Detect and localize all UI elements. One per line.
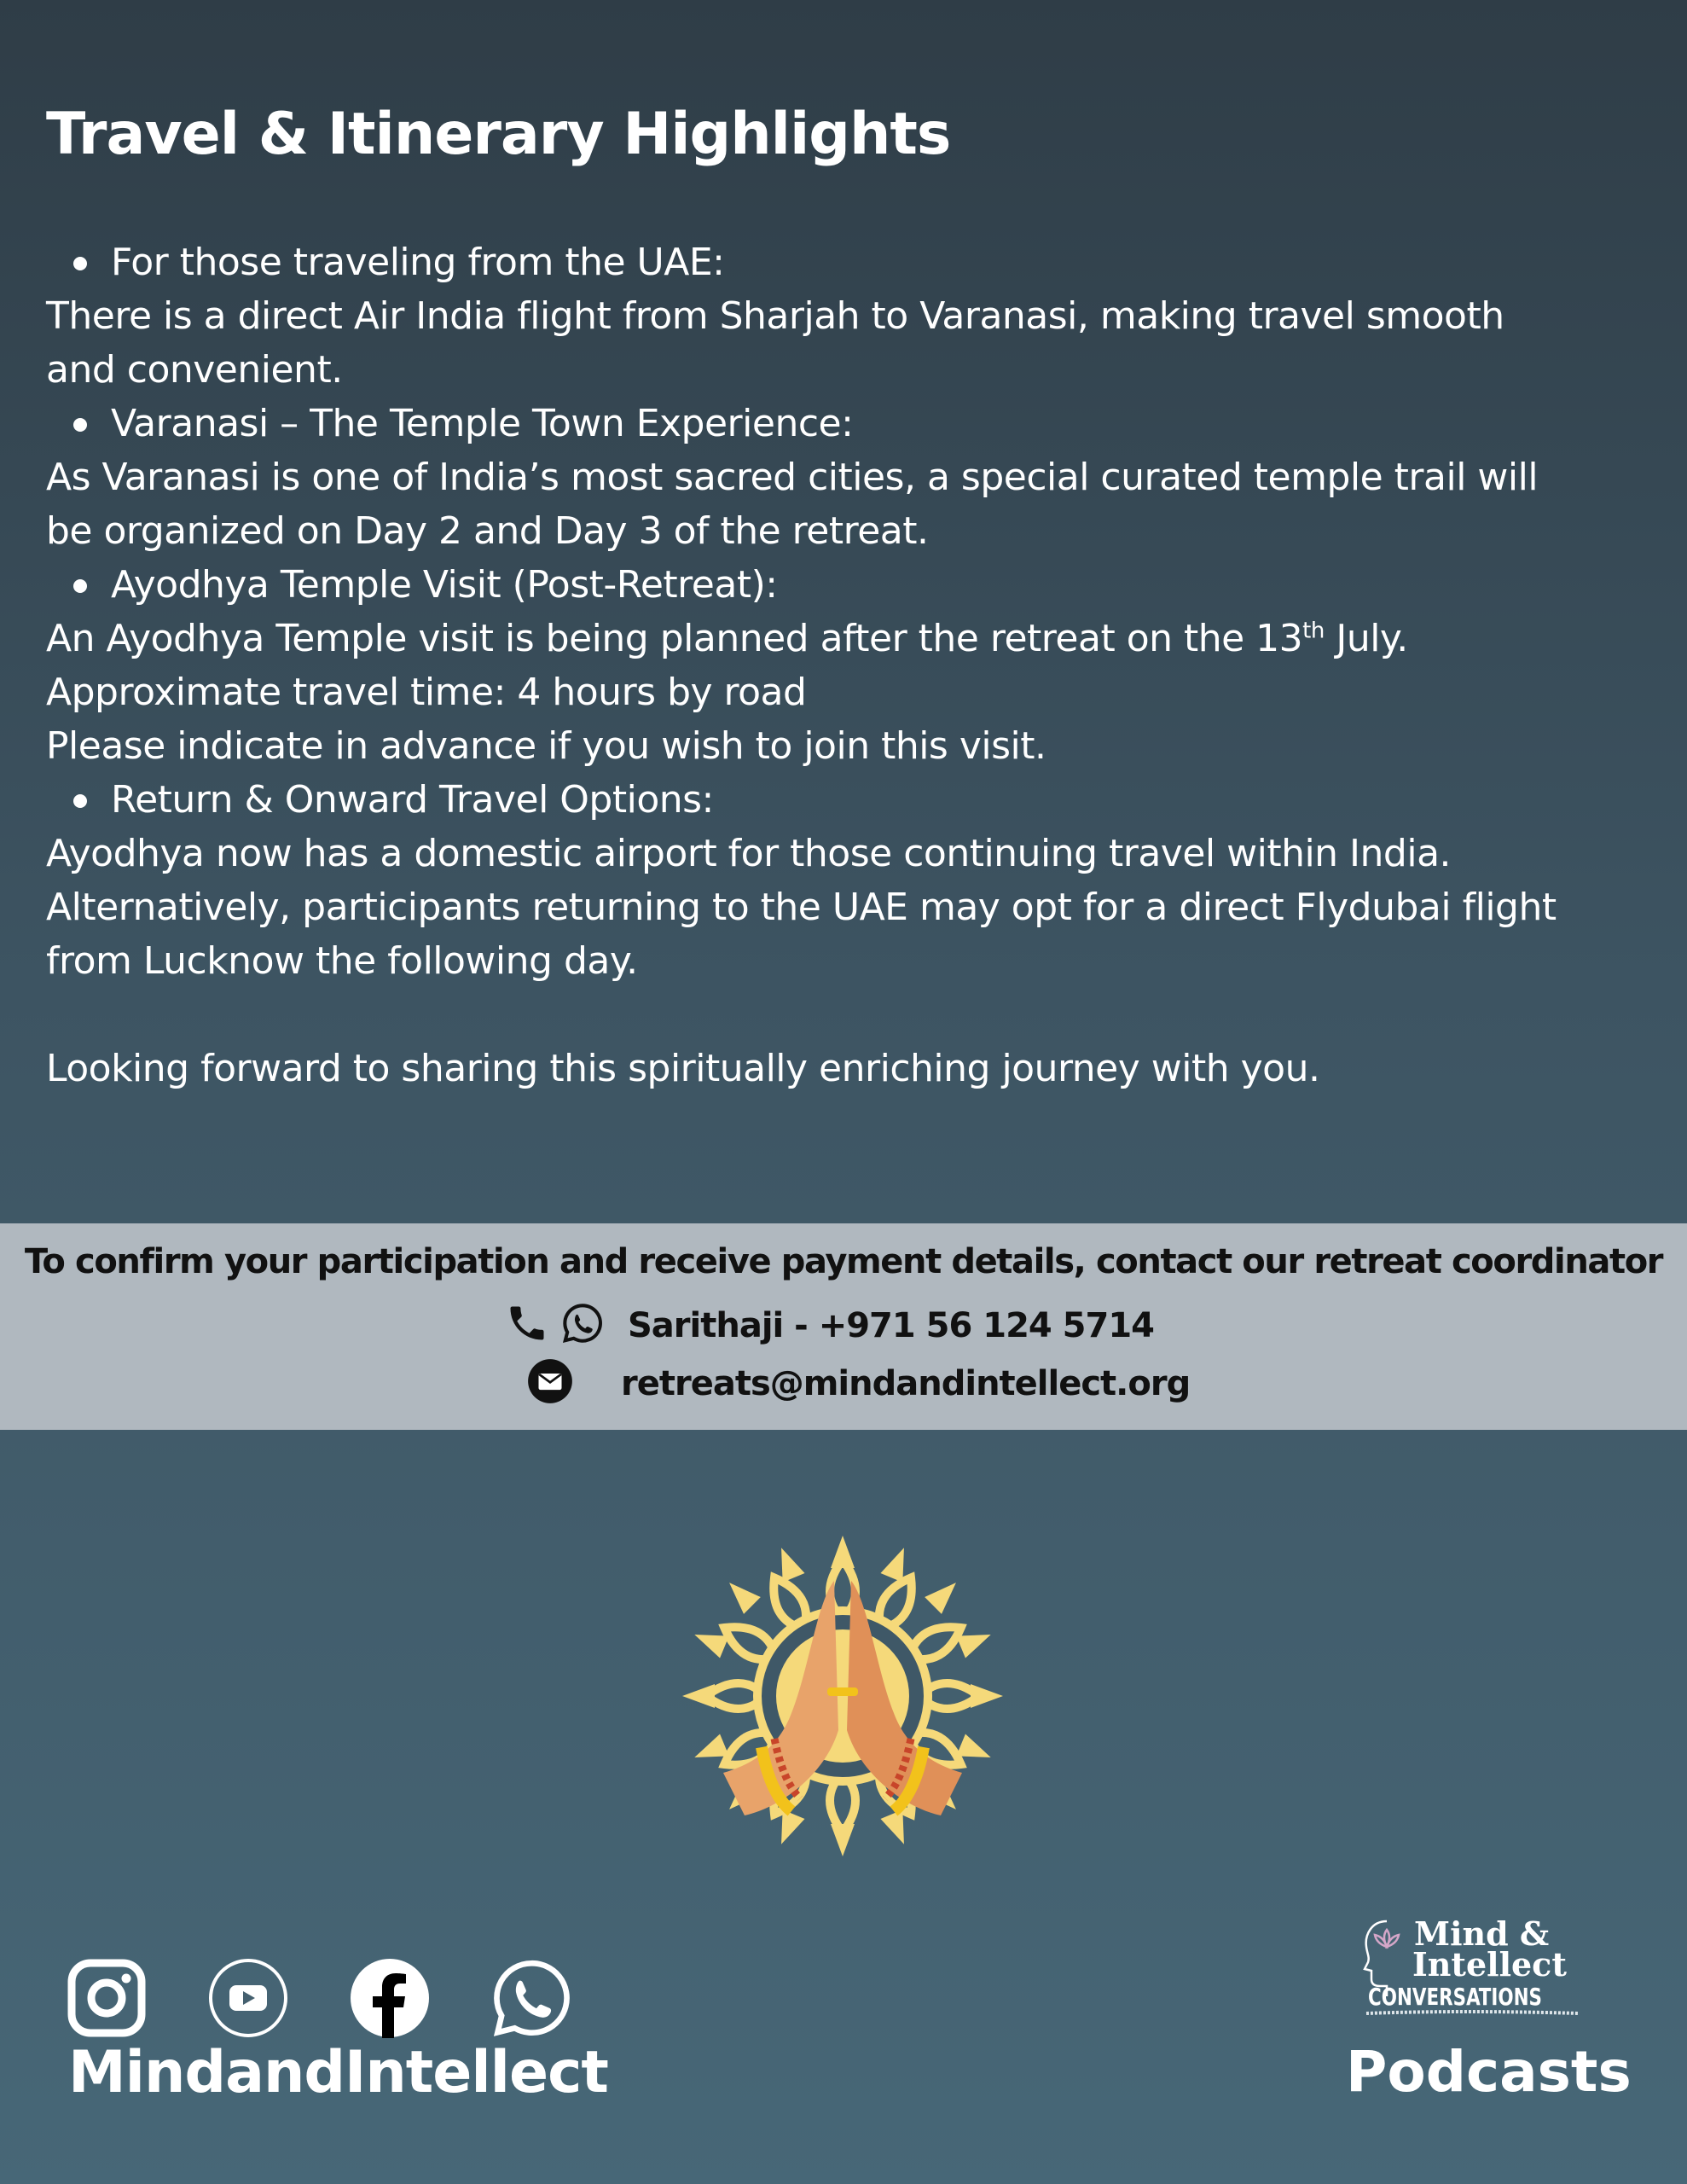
social-links (67, 1958, 633, 2038)
ordinal-suffix: th (1302, 618, 1325, 644)
podcast-logo-line2: Intellect (1412, 1945, 1567, 1984)
whatsapp-icon[interactable] (491, 1958, 571, 2038)
phone-contact[interactable] (505, 1300, 1154, 1350)
varanasi-heading: Varanasi – The Temple Town Experience: (46, 397, 1649, 450)
varanasi-line: As Varanasi is one of India’s most sacred cities, a special curated temple trail will (46, 456, 1539, 499)
youtube-icon[interactable] (208, 1958, 288, 2038)
ayodhya-date-month: July. (1324, 617, 1408, 660)
phone-text: Sarithaji - +971 56 124 5714 (628, 1305, 1154, 1345)
varanasi-line: be organized on Day 2 and Day 3 of the retreat. (46, 509, 929, 553)
paragraph-gap (46, 988, 1649, 1042)
lotus-icon (1375, 1930, 1399, 1947)
return-line: Alternatively, participants returning to the UAE may opt for a direct Flydubai flight (46, 886, 1557, 929)
closing-text: Looking forward to sharing this spiritually enriching journey with you. (46, 1047, 1320, 1090)
return-line: Ayodhya now has a domestic airport for those continuing travel within India. (46, 832, 1452, 875)
email-text: retreats@mindandintellect.org (621, 1363, 1191, 1403)
uae-heading: For those traveling from the UAE: (46, 235, 1649, 289)
ayodhya-date-text: An Ayodhya Temple visit is being planned after the retreat on the 13 (46, 617, 1303, 660)
phone-icon (505, 1301, 549, 1350)
mail-icon (527, 1358, 573, 1409)
ayodhya-heading: Ayodhya Temple Visit (Post-Retreat): (46, 558, 1649, 612)
return-heading: Return & Onward Travel Options: (46, 773, 1649, 827)
page-title: Travel & Itinerary Highlights (46, 101, 951, 168)
facebook-icon[interactable] (350, 1958, 430, 2038)
whatsapp-contact-icon (559, 1300, 606, 1350)
return-line: from Lucknow the following day. (46, 939, 638, 983)
podcast-label: Podcasts (1346, 2039, 1632, 2105)
ayodhya-line: Approximate travel time: 4 hours by road (46, 671, 807, 714)
podcast-logo-line1: Mind & (1414, 1914, 1550, 1953)
contact-headline: To confirm your participation and receive payment details, contact our retreat coordinator (24, 1242, 1663, 1281)
itinerary-content (46, 235, 1649, 1095)
email-contact[interactable] (527, 1358, 1190, 1409)
namaste-emblem (682, 1536, 1003, 1856)
ayodhya-line: Please indicate in advance if you wish to join this visit. (46, 724, 1046, 768)
uae-line: and convenient. (46, 348, 343, 392)
uae-line: There is a direct Air India flight from Sharjah to Varanasi, making travel smooth (46, 294, 1504, 338)
ayodhya-date-line (46, 612, 1649, 665)
podcast-logo-line3: CONVERSATIONS (1368, 1983, 1542, 2011)
instagram-icon[interactable] (67, 1958, 147, 2038)
podcast-logo (1361, 1914, 1588, 2025)
social-handle: MindandIntellect (68, 2039, 608, 2106)
